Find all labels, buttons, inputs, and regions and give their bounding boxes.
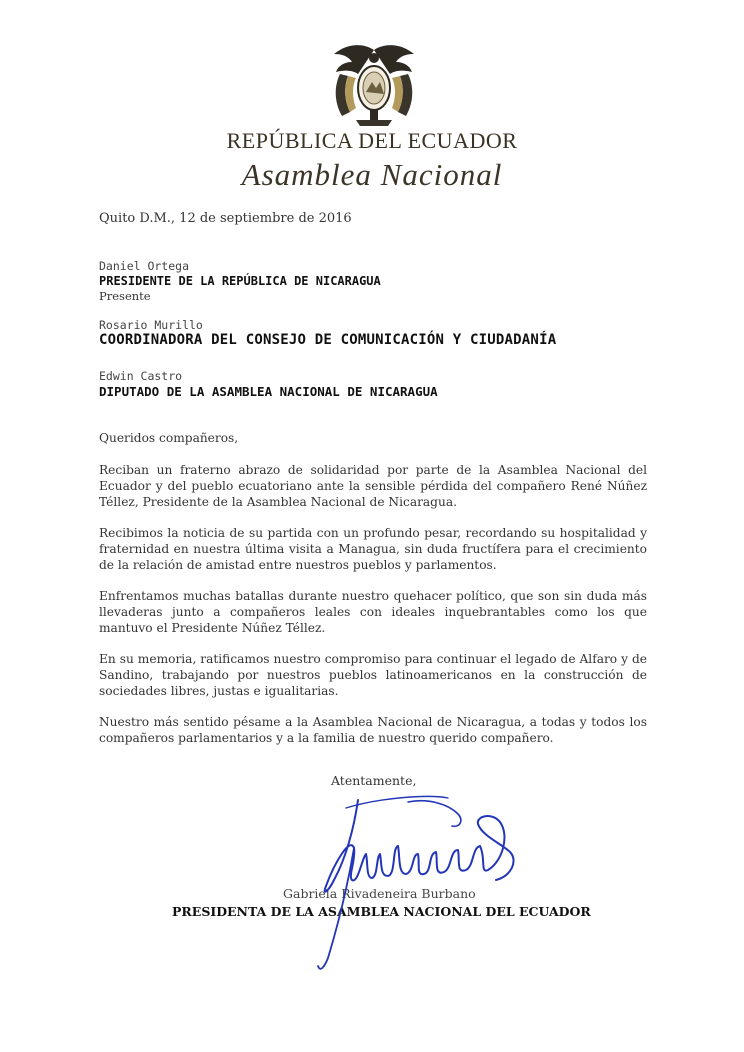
recipient-name: Daniel Ortega xyxy=(99,259,190,273)
org-subtitle: Asamblea Nacional xyxy=(241,157,503,192)
recipient-title: COORDINADORA DEL CONSEJO DE COMUNICACIÓN Y CIUDADANÍA xyxy=(99,332,557,348)
recipient-title: PRESIDENTE DE LA REPÚBLICA DE NICARAGUA xyxy=(99,274,381,288)
signer-name: Gabriela Rivadeneira Burbano xyxy=(283,886,476,901)
org-name: REPÚBLICA DEL ECUADOR xyxy=(226,128,518,153)
recipient-block xyxy=(99,369,438,399)
recipient-note: Presente xyxy=(99,289,151,303)
body-paragraph: Reciban un fraterno abrazo de solidaridad por parte de la Asamblea Nacional del Ecuador y del pueblo ecuatoriano ante la sensible pérdida del compañero René Núñez Téllez, Presidente de la Asamblea Nacional de Nicaragua. xyxy=(99,463,647,509)
letter-date: Quito D.M., 12 de septiembre de 2016 xyxy=(99,211,352,226)
recipient-name: Rosario Murillo xyxy=(99,318,203,332)
signer-title: PRESIDENTA DE LA ASAMBLEA NACIONAL DEL ECUADOR xyxy=(172,904,591,919)
body-paragraph: En su memoria, ratificamos nuestro compromiso para continuar el legado de Alfaro y de Sandino, trabajando por nuestros pueblos latinoamericanos en la construcción de sociedades libres, justas e igualitarias. xyxy=(99,652,647,698)
closing: Atentamente, xyxy=(331,773,417,788)
body-paragraph: Recibimos la noticia de su partida con un profundo pesar, recordando su hospitalidad y fraternidad en nuestra última visita a Managua, sin duda fructífera para el crecimiento de la relación de amistad entre nuestros pueblos y parlamentos. xyxy=(99,526,647,572)
body-paragraph: Enfrentamos muchas batallas durante nuestro quehacer político, que son sin duda más llevaderas junto a compañeros leales con ideales inquebrantables como los que mantuvo el Presidente Núñez Téllez. xyxy=(99,589,647,635)
body-paragraph: Nuestro más sentido pésame a la Asamblea Nacional de Nicaragua, a todas y todos los compañeros parlamentarios y a la familia de nuestro querido compañero. xyxy=(99,715,647,745)
recipient-name: Edwin Castro xyxy=(99,369,183,383)
coat-of-arms-icon xyxy=(326,40,422,128)
recipient-title: DIPUTADO DE LA ASAMBLEA NACIONAL DE NICARAGUA xyxy=(99,384,438,399)
handwritten-signature xyxy=(288,788,528,974)
greeting: Queridos compañeros, xyxy=(99,431,239,445)
recipient-block xyxy=(99,259,381,304)
recipient-block xyxy=(99,318,556,348)
